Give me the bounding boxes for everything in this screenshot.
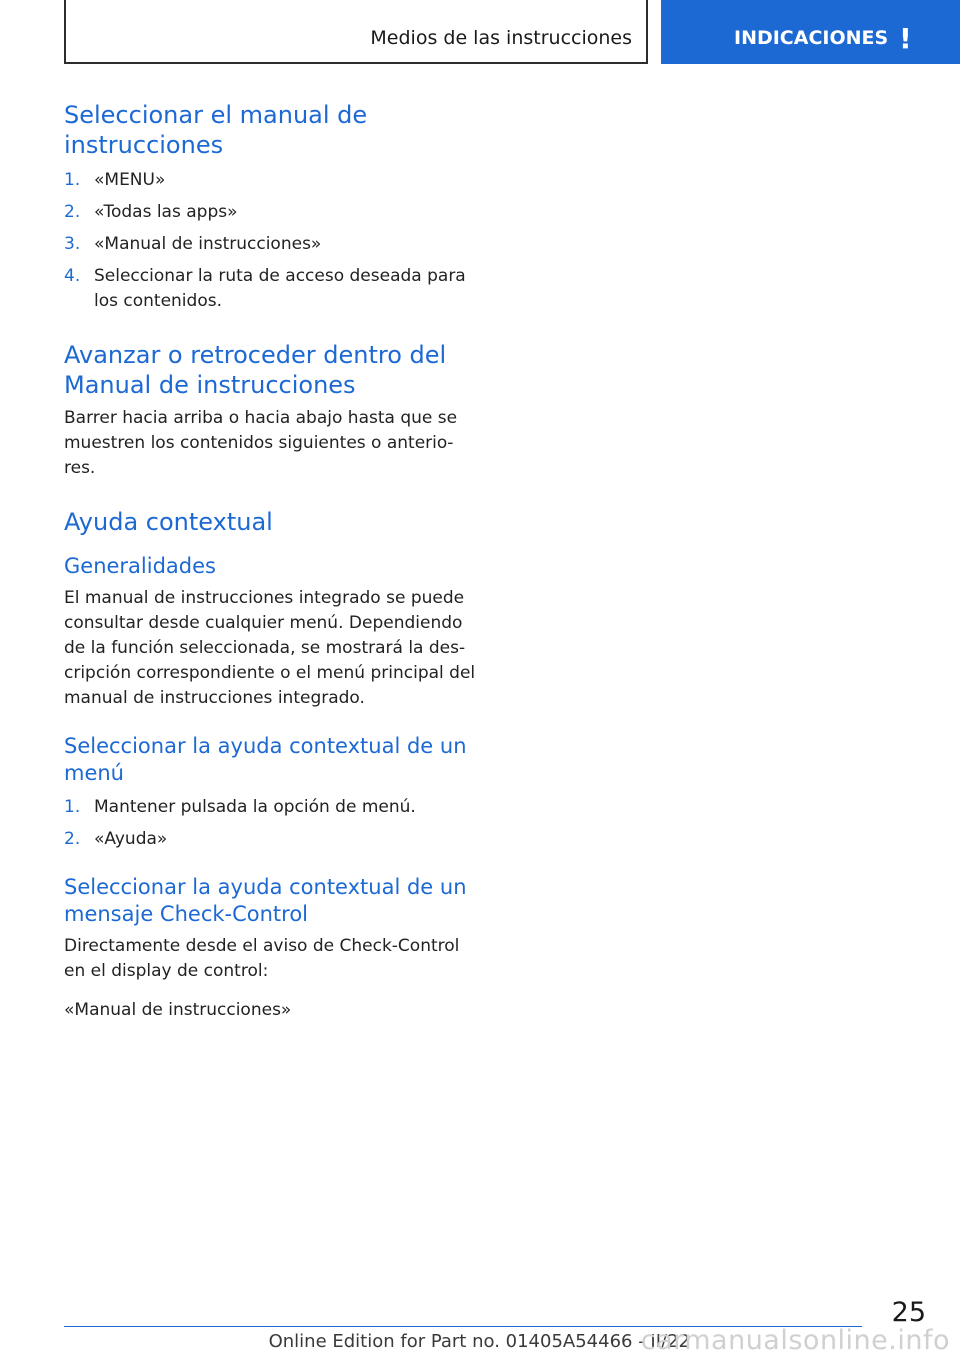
list-item: 2. «Todas las apps»	[64, 202, 238, 222]
page-content	[64, 100, 484, 1023]
list-item: 1. Mantener pulsada la opción de menú.	[64, 797, 416, 817]
header-section-title: Medios de las instrucciones	[370, 27, 632, 49]
subheading-menu-help: Seleccionar la ayuda contextual de un menú	[64, 734, 467, 785]
heading-select-manual: Seleccionar el manual de instrucciones	[64, 101, 368, 159]
list-item: 4. Seleccionar la ruta de acceso deseada para los contenidos.	[64, 266, 466, 311]
watermark: carmanualsonline.info	[640, 1325, 950, 1356]
paragraph-navigate: Barrer hacia arriba o hacia abajo hasta que se muestren los contenidos siguientes o anterio‐res.	[64, 408, 458, 478]
page-number: 25	[891, 1297, 926, 1328]
steps-select-manual	[64, 168, 484, 314]
paragraph-general: El manual de instrucciones integrado se puede consultar desde cualquier menú. Dependiendo de la función seleccionada, se mostrará la des‐cripción correspondiente o el menú principal del manual de instrucciones integrado.	[64, 588, 476, 708]
list-item: 3. «Manual de instrucciones»	[64, 234, 322, 254]
heading-context-help: Ayuda contextual	[64, 508, 273, 536]
subheading-general: Generalidades	[64, 554, 216, 578]
subheading-check-control-help: Seleccionar la ayuda contextual de un mensaje Check-Control	[64, 875, 467, 926]
list-item: 2. «Ayuda»	[64, 829, 168, 849]
steps-menu-help	[64, 795, 484, 852]
paragraph-check-control: Directamente desde el aviso de Check-Control en el display de control:	[64, 936, 460, 981]
header-section-box	[64, 0, 648, 64]
footer-edition: Online Edition for Part no. 01405A54466 - II/22	[268, 1331, 690, 1352]
header-chapter-tab	[661, 0, 960, 64]
list-item: 1. «MENU»	[64, 170, 166, 190]
exclamation-icon: !	[899, 22, 912, 55]
heading-navigate: Avanzar o retroceder dentro del Manual de instrucciones	[64, 341, 447, 399]
paragraph-check-control-action: «Manual de instrucciones»	[64, 1000, 292, 1020]
header-chapter-title: INDICACIONES	[734, 27, 889, 49]
